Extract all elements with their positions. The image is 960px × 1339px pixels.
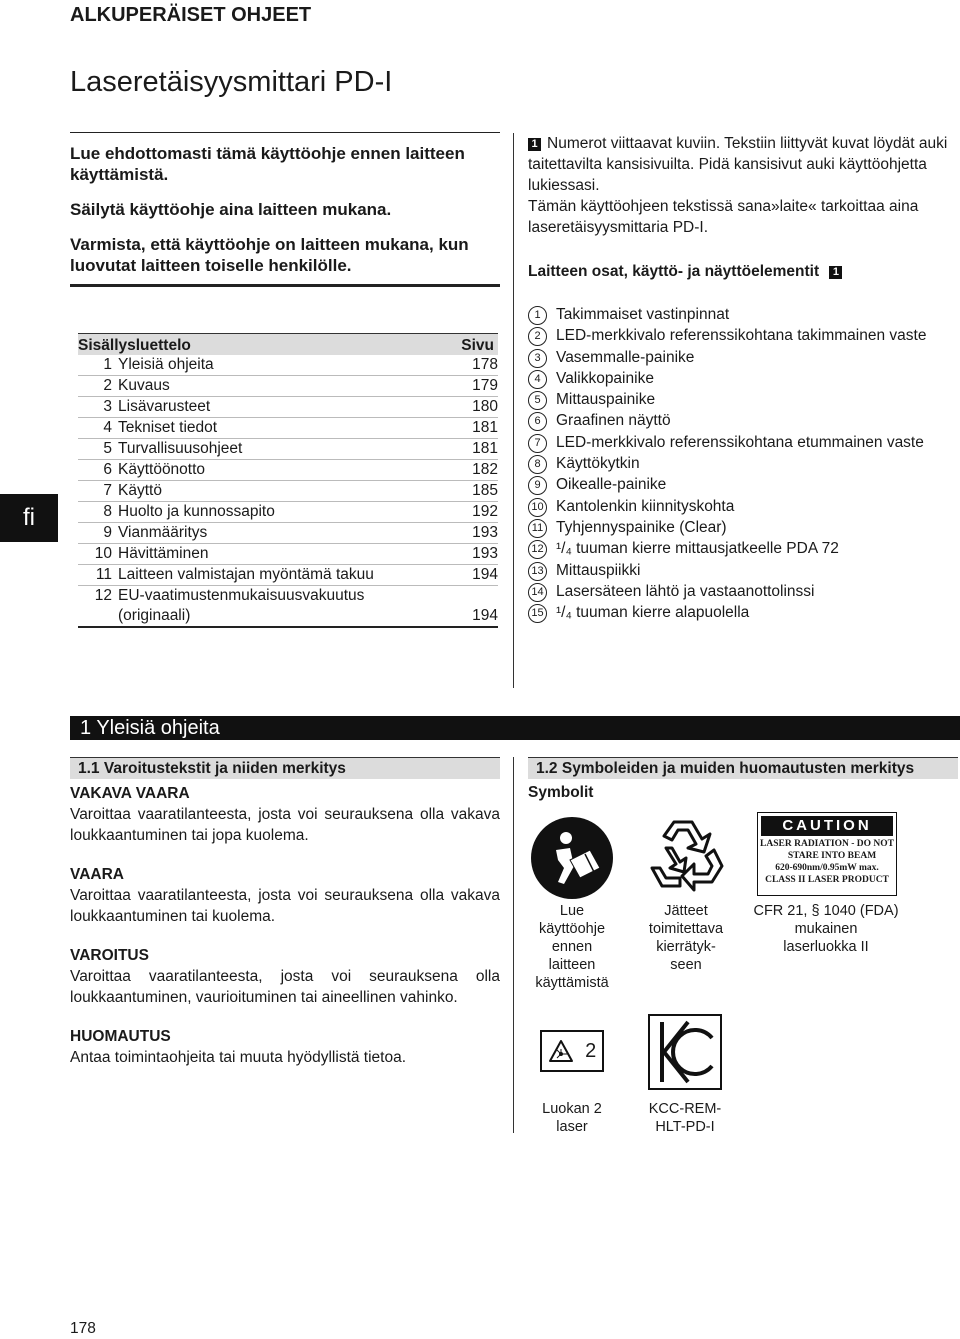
toc-row-num: 5 <box>103 440 112 457</box>
toc-row[interactable] <box>78 460 498 481</box>
column-divider <box>513 757 514 1133</box>
toc-row[interactable] <box>78 544 498 565</box>
caution-line-3: 620-690nm/0.95mW max. <box>775 863 879 873</box>
parts-list <box>528 304 958 623</box>
part-number: 12 <box>528 540 547 559</box>
recycle-caption <box>638 902 734 974</box>
parts-list-item <box>528 453 958 474</box>
symbols-label: Symbolit <box>528 784 594 801</box>
warning-definitions <box>70 783 500 1086</box>
part-number: 4 <box>528 370 547 389</box>
parts-heading-text: Laitteen osat, käyttö- ja näyttöelementit <box>528 263 820 280</box>
part-label: ¹/₄ tuuman kierre alapuolella <box>556 604 750 622</box>
caption-line: toimitettava <box>648 921 724 937</box>
class2-laser-label <box>540 1030 604 1072</box>
figure-marker: 1 <box>829 266 842 279</box>
toc-row-num: 9 <box>103 524 112 541</box>
part-label: Tyhjennyspainike (Clear) <box>556 518 727 536</box>
caption-line: CFR 21, § 1040 (FDA) <box>753 903 899 919</box>
toc-row-num: 11 <box>95 566 112 583</box>
toc-row-label: Tekniset tiedot <box>118 419 218 436</box>
table-of-contents <box>78 333 498 628</box>
warning-description: Antaa toimintaohjeita tai muuta hyödyllistä tietoa. <box>70 1049 407 1066</box>
toc-row-label: Lisävarusteet <box>118 398 211 415</box>
toc-row-page: 182 <box>472 461 498 478</box>
warning-definition <box>70 864 500 927</box>
part-number: 7 <box>528 434 547 453</box>
toc-row-page: 180 <box>472 398 498 415</box>
part-label: Mittauspainike <box>556 391 656 409</box>
language-tab: fi <box>0 494 58 542</box>
toc-row-label: Huolto ja kunnossapito <box>118 503 275 520</box>
parts-list-item <box>528 410 958 431</box>
parts-list-item <box>528 347 958 368</box>
laser-warning-icon <box>548 1039 574 1063</box>
toc-page-heading: Sivu <box>461 337 494 354</box>
part-number: 6 <box>528 412 547 431</box>
caption-line: käyttämistä <box>535 975 609 991</box>
caption-line: seen <box>670 957 702 973</box>
parts-heading <box>528 261 958 282</box>
caution-line-2: STARE INTO BEAM <box>787 851 877 861</box>
toc-header <box>78 333 498 355</box>
part-label: LED-merkkivalo referenssikohtana takimmainen vaste <box>556 327 927 345</box>
warning-definition <box>70 783 500 846</box>
toc-row-label: Vianmääritys <box>118 524 208 541</box>
caption-line: käyttöohje <box>538 921 606 937</box>
subsection-header-1-2: 1.2 Symboleiden ja muiden huomautusten merkitys <box>528 757 958 779</box>
toc-row-label: Käyttö <box>118 482 162 499</box>
toc-row-num: 4 <box>103 419 112 436</box>
part-number: 5 <box>528 391 547 410</box>
part-number: 10 <box>528 498 547 517</box>
part-number: 3 <box>528 349 547 368</box>
caption-line: Luokan 2 <box>542 1101 602 1117</box>
toc-row[interactable] <box>78 523 498 544</box>
toc-row-num: 7 <box>103 482 112 499</box>
parts-list-item <box>528 581 958 602</box>
warning-description: Varoittaa vaaratilanteesta, josta voi seurauksena olla vakava loukkaantuminen tai kuolema. <box>70 887 500 925</box>
warning-level: VAARA <box>70 866 124 883</box>
part-number: 1 <box>528 306 547 325</box>
parts-list-item <box>528 560 958 581</box>
toc-row-page: 193 <box>472 545 498 562</box>
part-number: 9 <box>528 476 547 495</box>
part-number: 11 <box>528 519 547 538</box>
recycle-icon <box>644 812 730 898</box>
toc-row-page: 178 <box>472 356 498 373</box>
toc-row-page: 194 <box>472 607 498 624</box>
cfr-caption <box>748 902 904 956</box>
parts-list-item <box>528 517 958 538</box>
parts-list-item <box>528 538 958 559</box>
toc-heading: Sisällysluettelo <box>78 337 191 354</box>
kc-mark-icon <box>648 1014 722 1090</box>
part-number: 14 <box>528 583 547 602</box>
subsection-header-1-1: 1.1 Varoitustekstit ja niiden merkitys <box>70 757 500 779</box>
part-label: Käyttökytkin <box>556 455 640 473</box>
toc-row[interactable] <box>78 355 498 376</box>
part-number: 8 <box>528 455 547 474</box>
toc-row-num: 2 <box>103 377 112 394</box>
toc-row[interactable] <box>78 502 498 523</box>
toc-row-label: Laitteen valmistajan myöntämä takuu <box>118 566 374 583</box>
part-label: Kantolenkin kiinnityskohta <box>556 497 735 515</box>
toc-row-page: 194 <box>472 566 498 583</box>
part-label: Mittauspiikki <box>556 561 641 579</box>
warning-read: Lue ehdottomasti tämä käyttöohje ennen laitteen käyttämistä. <box>70 144 465 184</box>
toc-row-num: 12 <box>94 587 112 604</box>
toc-row-page: 192 <box>472 503 498 520</box>
toc-row-label: Käyttöönotto <box>118 461 206 478</box>
part-label: Oikealle-painike <box>556 476 667 494</box>
toc-row[interactable] <box>78 565 498 586</box>
warning-definition <box>70 1026 500 1068</box>
toc-row-page: 181 <box>472 440 498 457</box>
toc-row-num: 6 <box>103 461 112 478</box>
warning-keep: Säilytä käyttöohje aina laitteen mukana. <box>70 200 392 219</box>
parts-list-item <box>528 325 958 346</box>
caption-line: laitteen <box>548 957 596 973</box>
warning-box <box>70 132 500 287</box>
parts-list-item <box>528 432 958 453</box>
column-divider <box>513 133 514 688</box>
part-label: Takimmaiset vastinpinnat <box>556 306 730 323</box>
caution-line-4: CLASS II LASER PRODUCT <box>765 875 889 885</box>
class2-caption <box>528 1100 616 1136</box>
toc-row-label: Yleisiä ohjeita <box>118 356 214 373</box>
toc-row-num: 8 <box>103 503 112 520</box>
section-title: 1 Yleisiä ohjeita <box>70 716 960 740</box>
caption-line: kierrätyk- <box>656 939 716 955</box>
caption-line: laserluokka II <box>783 939 869 955</box>
warning-level: VAKAVA VAARA <box>70 785 190 802</box>
part-label: Graafinen näyttö <box>556 412 671 430</box>
parts-list-item <box>528 474 958 495</box>
toc-row[interactable] <box>78 481 498 502</box>
read-manual-icon <box>530 816 614 900</box>
kcc-caption <box>636 1100 734 1136</box>
caption-line: mukainen <box>794 921 858 937</box>
parts-list-item <box>528 602 958 623</box>
toc-row[interactable] <box>78 376 498 397</box>
intro-text-1: Numerot viittaavat kuviin. Tekstiin liittyvät kuvat löydät auki taitettavilta kansisivuilta. Pidä kansisivut auki käyttöohjetta lukiessasi. <box>528 135 948 194</box>
caption-line: KCC-REM- <box>648 1101 722 1117</box>
caution-title: CAUTION <box>761 816 893 836</box>
toc-row-label: Turvallisuusohjeet <box>118 440 243 457</box>
toc-row-num: 3 <box>103 398 112 415</box>
warning-level: HUOMAUTUS <box>70 1028 171 1045</box>
intro-text <box>528 133 958 238</box>
figure-marker: 1 <box>528 138 541 151</box>
read-manual-caption <box>526 902 618 992</box>
part-number: 13 <box>528 562 547 581</box>
page-title: Laseretäisyysmittari PD-I <box>70 66 393 98</box>
page-number: 178 <box>70 1320 96 1337</box>
toc-row-page: 193 <box>472 524 498 541</box>
part-label: Valikkopainike <box>556 369 654 387</box>
toc-row[interactable] <box>78 418 498 439</box>
warning-description: Varoittaa vaaratilanteesta, josta voi seurauksena olla loukkaantuminen, vaurioituminen tai aineellinen vahinko. <box>70 968 500 1006</box>
part-label: LED-merkkivalo referenssikohtana etummainen vaste <box>556 433 924 451</box>
warning-level: VAROITUS <box>70 947 149 964</box>
toc-row-page: 185 <box>472 482 498 499</box>
caption-line: Lue <box>559 903 585 919</box>
toc-row-num: 1 <box>103 356 112 373</box>
part-number: 2 <box>528 327 547 346</box>
toc-row-page: 181 <box>472 419 498 436</box>
warning-description: Varoittaa vaaratilanteesta, josta voi seurauksena olla vakava loukkaantuminen tai jopa kuolema. <box>70 806 500 844</box>
warning-handover: Varmista, että käyttöohje on laitteen mukana, kun luovutat laitteen toiselle henkilölle. <box>70 235 469 275</box>
toc-row-label-line2: (originaali) <box>118 607 191 624</box>
parts-list-item <box>528 304 958 325</box>
parts-list-item <box>528 496 958 517</box>
caption-line: ennen <box>551 939 593 955</box>
part-label: Vasemmalle-painike <box>556 348 695 366</box>
part-label: ¹/₄ tuuman kierre mittausjatkeelle PDA 72 <box>556 540 839 558</box>
toc-row[interactable] <box>78 439 498 460</box>
toc-row-label: Kuvaus <box>118 377 170 394</box>
toc-row-num: 10 <box>94 545 112 562</box>
caution-line-1: LASER RADIATION - DO NOT <box>760 839 894 849</box>
warning-definition <box>70 945 500 1008</box>
caption-line: HLT-PD-I <box>655 1119 715 1135</box>
caption-line: Jätteet <box>664 903 708 919</box>
document-header: ALKUPERÄISET OHJEET <box>70 4 312 26</box>
toc-row-label <box>118 586 458 626</box>
part-label: Lasersäteen lähtö ja vastaanottolinssi <box>556 582 815 600</box>
toc-row[interactable] <box>78 397 498 418</box>
parts-list-item <box>528 368 958 389</box>
toc-row[interactable] <box>78 586 498 628</box>
caption-line: laser <box>556 1119 588 1135</box>
toc-row-label-line1: EU-vaatimustenmukaisuusvakuutus <box>118 587 365 604</box>
parts-list-item <box>528 389 958 410</box>
class2-number: 2 <box>585 1039 597 1062</box>
part-number: 15 <box>528 604 547 623</box>
intro-text-2: Tämän käyttöohjeen tekstissä sana»laite« tarkoittaa aina laseretäisyysmittaria PD-I. <box>528 198 919 236</box>
toc-row-label: Hävittäminen <box>118 545 209 562</box>
toc-row-page: 179 <box>472 377 498 394</box>
caution-label <box>757 812 897 896</box>
